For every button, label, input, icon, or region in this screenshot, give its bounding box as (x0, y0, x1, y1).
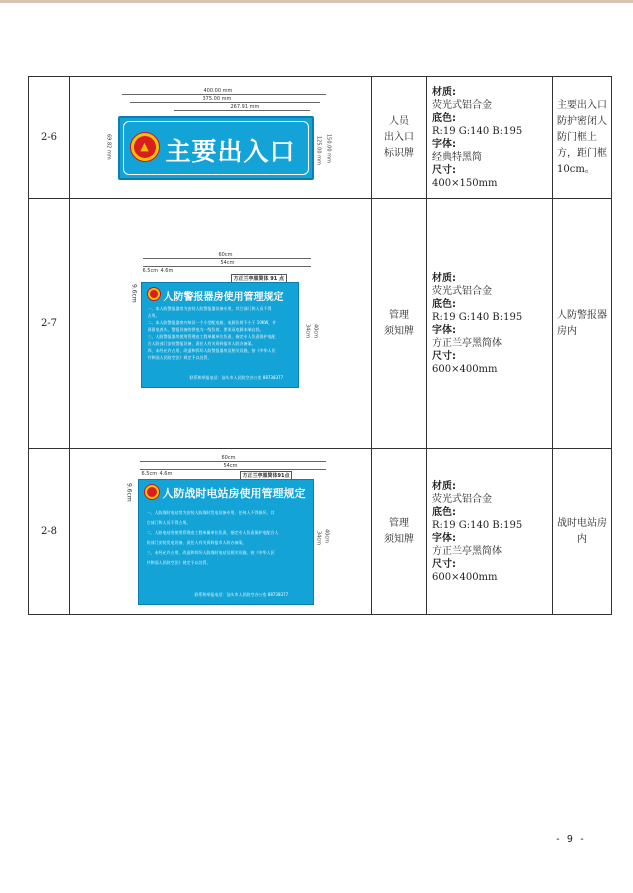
spec-cell (427, 199, 553, 449)
font-callout: 方正兰亭黑简体 91 点 (231, 274, 287, 283)
dim-34: 34cm (304, 323, 311, 338)
rule-line: 共和国人民防空法》规定予以处罚。 (146, 559, 211, 565)
dim-6-5: 6.5cm (141, 470, 158, 477)
spec-cell (427, 449, 553, 615)
sign-name-cell (372, 199, 427, 449)
rule-line: 三、未经允许占用、改造和拆坏人防战时电站及相关设施，按《中华人民 (146, 549, 275, 555)
spec-value: 荧光式铝合金 (432, 99, 492, 111)
table-row (29, 77, 612, 199)
row-number: 2-6 (29, 77, 70, 199)
rule-line: 二、本人防警报器房内每设一个小型配电箱，电源负荷不小于 10KW，并 (147, 319, 277, 325)
spec-label: 材质: (432, 86, 456, 98)
spec-value: 600×400mm (432, 571, 498, 583)
spec-value: R:19 G:140 B:195 (432, 519, 523, 531)
rule-line: 三、人防警报器房使用管理由工程单属单位负责，指定专人负责保护电配 (147, 333, 276, 339)
spec-label: 底色: (432, 506, 456, 518)
rule-line: 防部门安装发电设备，责任人有关资料报市人防办备案。 (146, 539, 247, 545)
dim-400: 400.00 mm (203, 88, 233, 94)
sign-title: 人防警报器房使用管理规定 (163, 291, 284, 303)
spec-label: 底色: (432, 112, 456, 124)
dim-40: 40cm (312, 323, 319, 338)
dim-4-6: 4.6m (160, 267, 174, 274)
page-number: - 9 - (554, 834, 585, 845)
spec-label: 尺寸: (432, 350, 456, 362)
dim-6-5: 6.5cm (142, 267, 159, 274)
sign-name-cell (372, 449, 427, 615)
dim-375: 375.00 mm (202, 96, 232, 102)
civil-defense-emblem-icon (147, 287, 161, 301)
rule-line: 预留电表头，警报设备的供电为一级负荷，要求双电源末端自投。 (147, 326, 264, 332)
rule-line: 二、人防电站房使用管理由工程单属单位负责，指定专人负责保护电配合人 (146, 529, 279, 535)
table-row (29, 199, 612, 449)
alarm-room-sign (141, 282, 299, 388)
sign-drawing-cell (70, 449, 372, 615)
row-number: 2-8 (29, 449, 70, 615)
alarm-room-sign-drawing (121, 251, 321, 394)
dim-34: 34cm (315, 530, 322, 545)
spec-label: 字体: (432, 138, 456, 150)
sign-name-line: 管理 (389, 309, 409, 321)
rule-line: 合人防部门安装警报设备，责任人有关资料报市人防办备案。 (147, 340, 256, 346)
sign-name-line: 须知牌 (384, 325, 414, 337)
spec-value: 方正兰亭黑简体 (432, 337, 502, 349)
spec-value: 400×150mm (432, 177, 498, 189)
table-row (29, 449, 612, 615)
rule-line: 一、人防战时电站房为安装人防战时发电设备专用，任何人不得损坏，其 (146, 509, 275, 515)
row-number: 2-7 (29, 199, 70, 449)
civil-defense-emblem-icon: ▲ (130, 132, 160, 162)
sign-name-line: 出入口 (384, 131, 414, 143)
power-station-sign (138, 479, 314, 605)
spec-label: 尺寸: (432, 558, 456, 570)
spec-label: 底色: (432, 298, 456, 310)
sign-drawing-cell (70, 199, 372, 449)
dim-left-height: 69.82 mm (105, 134, 112, 160)
dim-4-6: 4.6m (159, 470, 173, 477)
spec-table (28, 76, 612, 615)
entrance-sign-drawing (106, 90, 336, 185)
rule-line: 四、未经允许占用、改造和拆坏人防警报器房及相关设施，按《中华人民 (147, 347, 276, 353)
power-station-sign-drawing (110, 454, 332, 607)
spec-label: 字体: (432, 532, 456, 544)
spec-value: 经典特黑简 (432, 151, 482, 163)
sign-name-line: 标识牌 (384, 147, 414, 159)
spec-value: 荧光式铝合金 (432, 285, 492, 297)
dim-54: 54cm (223, 462, 238, 469)
spec-value: R:19 G:140 B:195 (432, 311, 523, 323)
font-callout: 方正兰亭黑简体91点 (240, 471, 293, 480)
location-cell: 人防警报器房内 (553, 199, 612, 449)
dim-54: 54cm (220, 259, 235, 266)
spec-label: 材质: (432, 480, 456, 492)
civil-defense-emblem-icon (144, 484, 160, 500)
sign-name-line: 人员 (389, 115, 409, 127)
sign-title: 主要出入口 (165, 137, 296, 166)
spec-value: R:19 G:140 B:195 (432, 125, 523, 137)
rule-line: 一、本人防警报器房为安装人防警报器设备专用，其它部门和人员不得 (147, 305, 272, 311)
spec-cell (427, 77, 553, 199)
spec-value: 600×400mm (432, 363, 498, 375)
header-rule (0, 0, 633, 3)
spec-value: 荧光式铝合金 (432, 493, 492, 505)
rules-list (148, 305, 294, 361)
dim-40: 40cm (323, 528, 330, 543)
entrance-sign (118, 116, 314, 180)
sign-title: 人防战时电站房使用管理规定 (162, 486, 306, 500)
rule-line: 占用。 (147, 312, 160, 318)
spec-label: 尺寸: (432, 164, 456, 176)
rule-line: 共和国人民防空法》规定予以处罚。 (147, 354, 212, 360)
location-cell: 战时电站房内 (553, 449, 612, 615)
dim-9-6: 9.6cm (125, 482, 133, 502)
spec-label: 字体: (432, 324, 456, 336)
sign-name-line: 管理 (389, 517, 409, 529)
sign-name-cell (372, 77, 427, 199)
dim-text-width: 267.91 mm (230, 104, 260, 110)
dim-60: 60cm (221, 454, 236, 461)
dim-9-6: 9.6cm (130, 283, 138, 303)
spec-value: 方正兰亭黑简体 (432, 545, 502, 557)
dim-60: 60cm (218, 251, 233, 258)
sign-drawing-cell (70, 77, 372, 199)
rule-line: 它部门和人员不得占用。 (146, 519, 191, 525)
contact-footer: 联系和举报电话：汕头市人民防空办公室 88738377 (189, 374, 284, 380)
dim-right-h1: 125.00 mm (315, 136, 322, 165)
dim-right-h2: 150.00 mm (325, 134, 332, 163)
contact-footer: 联系和举报电话：汕头市人民防空办公室 88738377 (194, 591, 289, 597)
rules-list (147, 508, 309, 568)
spec-label: 材质: (432, 272, 456, 284)
location-cell: 主要出入口防护密闭人防门框上方，距门框10cm。 (553, 77, 612, 199)
sign-name-line: 须知牌 (384, 533, 414, 545)
